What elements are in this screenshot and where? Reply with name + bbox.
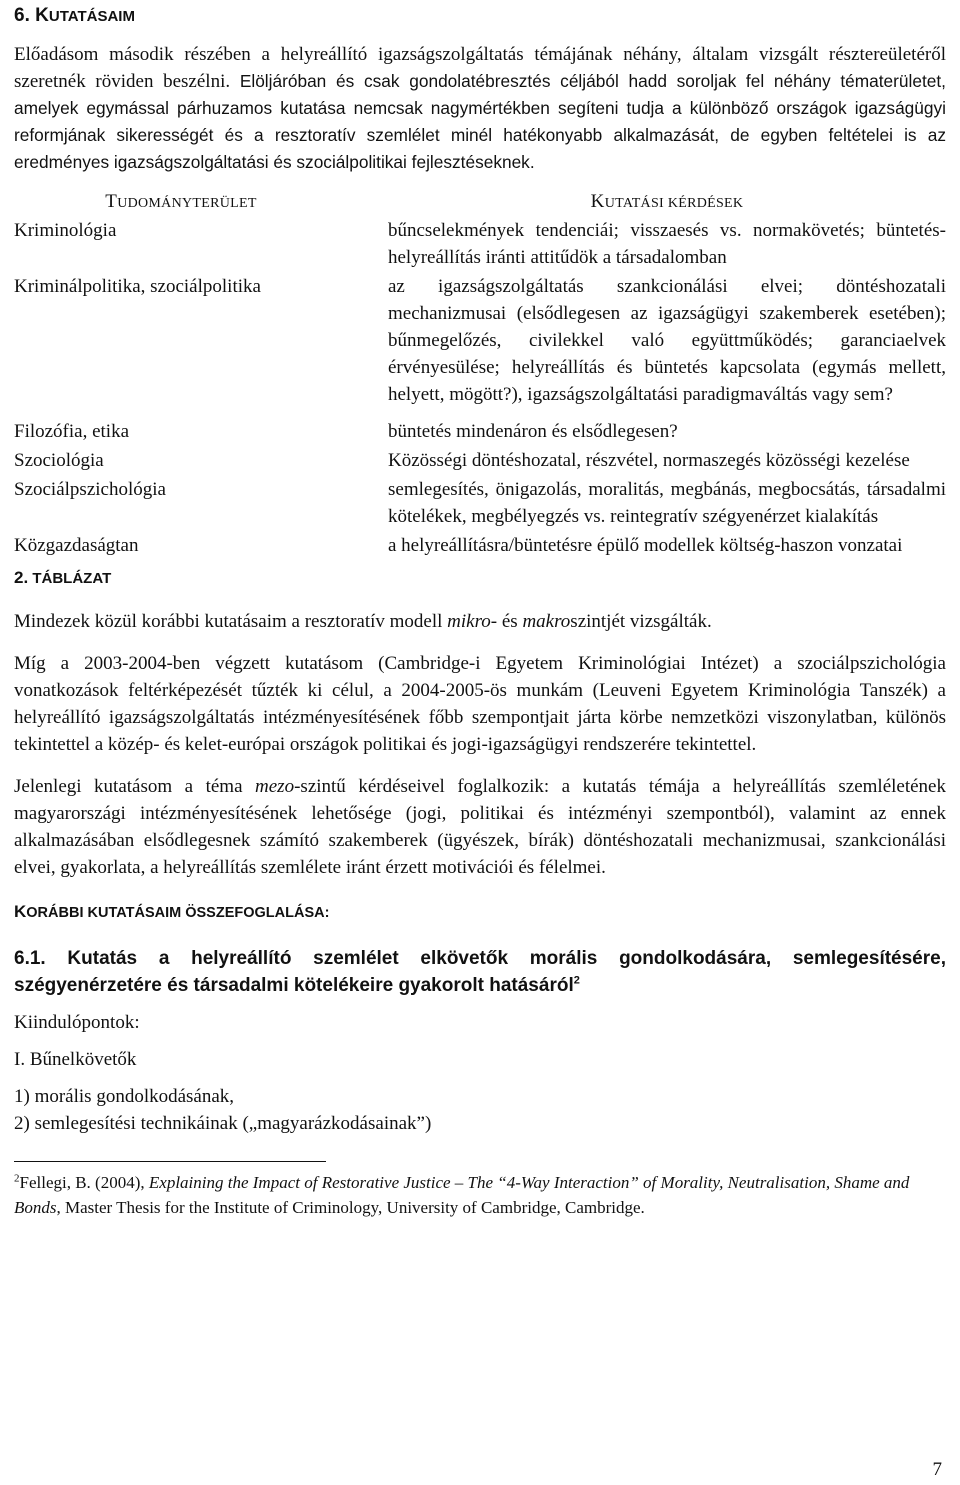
table-cell-topic: Filozófia, etika: [14, 421, 130, 442]
table-row: [14, 217, 946, 273]
offenders-label: I. Bűnelkövetők: [14, 1049, 137, 1070]
starting-points-label: Kiindulópontok:: [14, 1012, 140, 1033]
footnote: $^2$Fellegi, B. (2004), Explaining the Impact of Restorative Justice – The “4-Way Interaction” of Morality, Neutralisation, Shame and Bonds, Master Thesis for the Institute of Criminology, University of Cambridge, Cambridge.: [14, 1172, 910, 1217]
table-cell-topic: Szociálpszichológia: [14, 479, 166, 500]
section-title-first: K: [35, 5, 49, 26]
section-number: 6.: [14, 5, 30, 26]
table-row: [14, 418, 946, 447]
table-cell-question: a helyreállításra/büntetésre épülő modellek költség-haszon vonzatai: [388, 535, 903, 556]
research-topics-table: [14, 188, 946, 561]
research-paragraph: Míg a 2003-2004-ben végzett kutatásom (Cambridge-i Egyetem Kriminológiai Intézet) a szociálpszichológia vonatkozások feltérképezését tűzték ki célul, a 2004-2005-ös munkám (Leuveni Egyetem Kriminológia Tanszék) a helyreállító igazságszolgáltatás intézményesítésének főbb szempontjait járta körbe nemzetközi viszonylatban, különös tekintettel a közép- és kelet-európai országok politikai és jogi-igazságügyi rendszerére tekintettel.: [14, 653, 946, 755]
table-cell-question: bűncselekmények tendenciái; visszaesés vs. normakövetés; büntetés-helyreállítás iránti attitűdök a társadalomban: [388, 220, 946, 268]
section-title-rest: UTATÁSAIM: [48, 8, 135, 25]
table-row: [14, 273, 946, 418]
list-item: 1) morális gondolkodásának,: [14, 1086, 235, 1107]
footnote-title: Explaining the Impact of Restorative Justice – The “4-Way Interaction” of Morality, Neutralisation, Shame and Bonds: [14, 1173, 910, 1217]
document-page: [14, 0, 946, 1220]
table-cell-topic: Közgazdaságtan: [14, 535, 139, 556]
column-header-questions: KUTATÁSI KÉRDÉSEK: [590, 191, 744, 212]
table-cell-topic: Kriminálpolitika, szociálpolitika: [14, 276, 261, 297]
section-heading: [14, 4, 946, 29]
table-caption: 2. TÁBLÁZAT: [14, 568, 112, 587]
column-header-field: TUDOMÁNYTERÜLET: [105, 191, 257, 212]
intro-part-1: Előadásom második részében a helyreállító igazságszolgáltatás témájának néhány, általam vizsgált résztereületéről szeretnék röviden beszélni.: [14, 44, 946, 92]
table-cell-question: semlegesítés, önigazolás, moralitás, megbánás, megbocsátás, társadalmi kötelékek, megbélyegzés vs. reintegratív szégyenérzet kialakítás: [388, 479, 946, 527]
italic-makro: makro: [522, 611, 571, 632]
subsection-title: 6.1. Kutatás a helyreállító szemlélet elkövetők morális gondolkodására, semlegesítésére, szégyenérzetére és társadalmi kötelékeire gyakorolt hatásáról$^2$: [14, 948, 946, 996]
table-row: [14, 476, 946, 532]
table-row: [14, 447, 946, 476]
summary-heading: KORÁBBI KUTATÁSAIM ÖSSZEFOGLALÁSA:: [14, 902, 330, 921]
table-cell-question: Közösségi döntéshozatal, részvétel, normaszegés közösségi kezelése: [388, 450, 910, 471]
table-cell-topic: Szociológia: [14, 450, 104, 471]
page-number: 7: [932, 1459, 942, 1480]
italic-mikro: mikro: [447, 611, 491, 632]
micro-macro-paragraph: Mindezek közül korábbi kutatásaim a resztoratív modell mikro- és makroszintjét vizsgálták.: [14, 611, 712, 632]
table-header-row: [14, 188, 946, 217]
intro-part-2: Elöljáróban és csak gondolatébresztés céljából hadd soroljak fel néhány tématerületet, amelyek egymással párhuzamos kutatása nemcsak nagymértékben segíteni tudja a különböző országok igazságügyi reformjának sikerességét és a resztoratív szemlélet minél hatékonyabb alkalmazását, de egyben feltételei is az eredményes igazságszolgáltatási és szociálpolitikai fejlesztéseknek.: [14, 71, 946, 172]
footnote-reference: 2: [573, 974, 580, 987]
list-item: 2) semlegesítési technikáinak („magyarázkodásainak”): [14, 1113, 432, 1134]
table-cell-question: büntetés mindenáron és elsődlegesen?: [388, 421, 678, 442]
table-cell-topic: Kriminológia: [14, 220, 117, 241]
current-research-paragraph: Jelenlegi kutatásom a téma mezo-szintű kérdéseivel foglalkozik: a kutatás témája a helyreállítás szemléletének magyarországi intézményesítésének lehetősége (jogi, politikai és intézményi szempontból), valamint az ennek alkalmazásában elsődlegesnek számító szakemberek (ügyészek, bírák) döntéshozatali mechanizmusai, szankcionálási elvei, gyakorlata, a helyreállítás szemlélete iránt érzett motivációi és félelmei.: [14, 776, 946, 878]
italic-mezo: mezo: [255, 776, 295, 797]
footnote-divider: [14, 1161, 326, 1162]
intro-paragraph: [14, 41, 946, 176]
table-row: [14, 532, 946, 561]
table-cell-question: az igazságszolgáltatás szankcionálási elvei; döntéshozatali mechanizmusai (elsődlegesen az igazságügyi szakemberek esetében); bűnmegelőzés, civilekkel való együttműködés; garanciaelvek érvényesülése; helyreállítás és büntetés kapcsolata (egymás mellett, helyett, mögött?), igazságszolgáltatási paradigmaváltás vagy sem?: [388, 276, 946, 405]
